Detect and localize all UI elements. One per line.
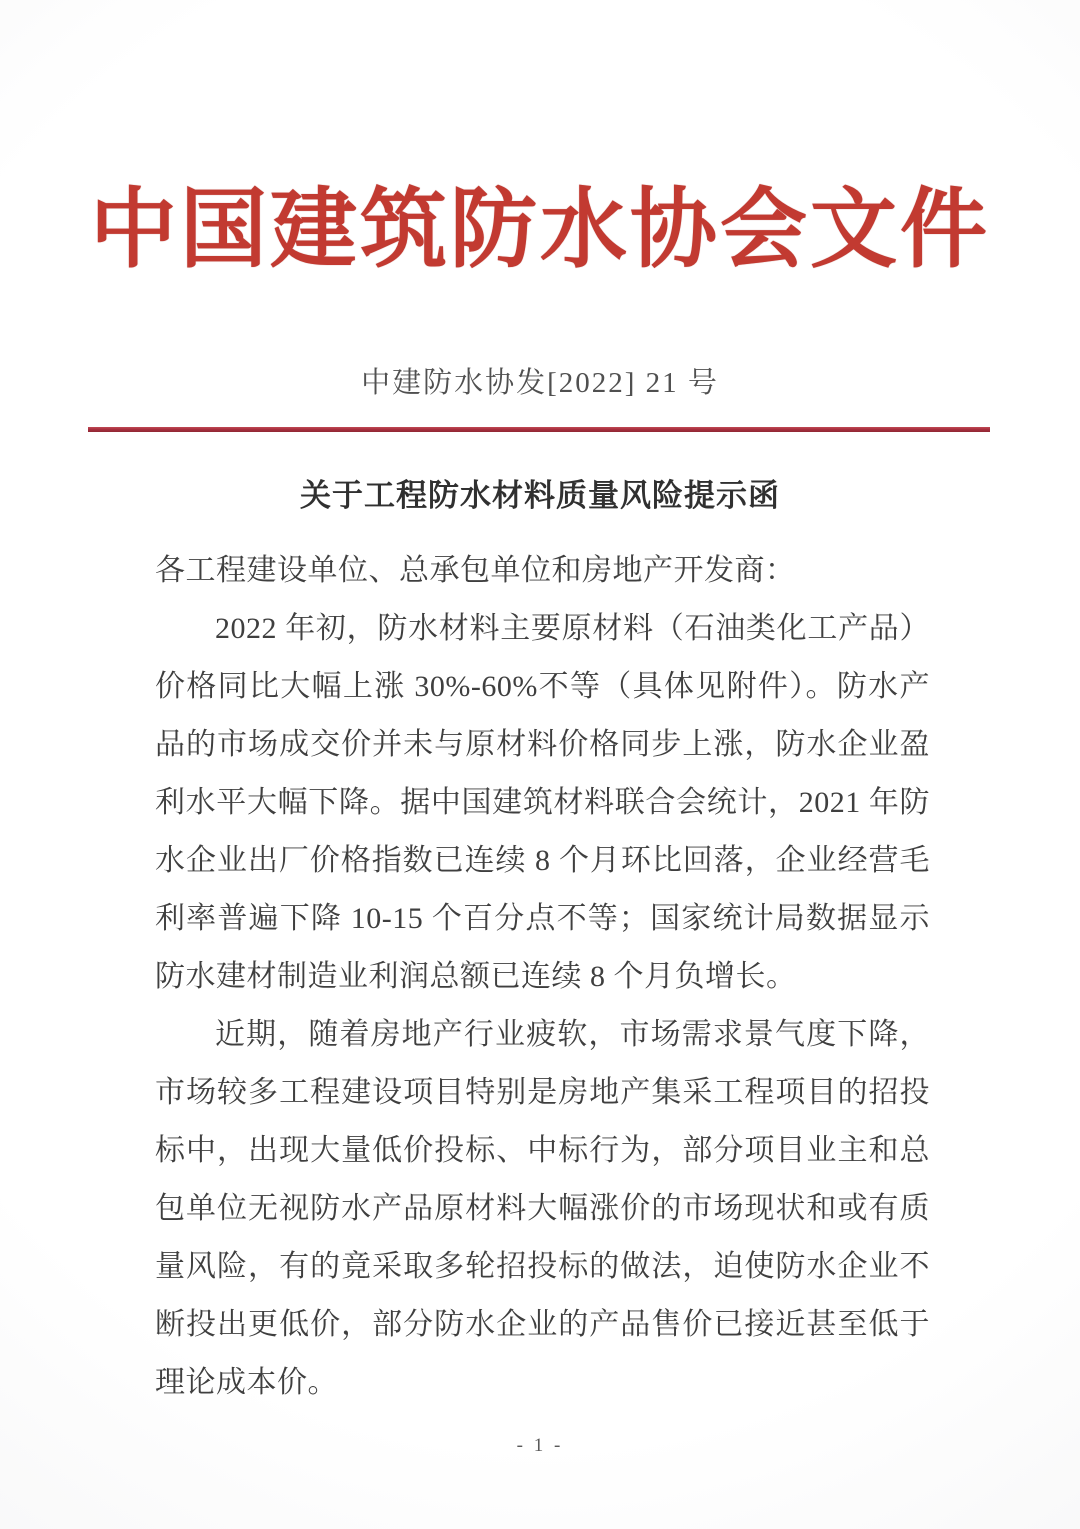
page-number: - 1 - xyxy=(516,1435,564,1456)
document-masthead: 中国建筑防水协会文件 xyxy=(90,181,990,278)
salutation-line: 各工程建设单位、总承包单位和房地产开发商： xyxy=(155,554,796,588)
red-divider-rule xyxy=(88,427,990,432)
body-paragraph-1: 2022 年初，防水材料主要原材料（石油类化工产品）价格同比大幅上涨 30%-60%不等（具体见附件）。防水产品的市场成交价并未与原材料价格同步上涨，防水企业盈利水平大幅下降。据中国建筑材料联合会统计，2021 年防水企业出厂价格指数已连续 8 个月环比回落，企业经营毛利率普遍下降 10-15 个百分点不等；国家统计局数据显示防水建材制造业利润总额已连续 8 个月负增长。 xyxy=(155,612,930,994)
document-body xyxy=(155,542,930,1412)
document-title: 关于工程防水材料质量风险提示函 xyxy=(300,478,780,514)
document-number: 中建防水协发[2022] 21 号 xyxy=(361,367,719,400)
body-paragraph-2: 近期，随着房地产行业疲软，市场需求景气度下降，市场较多工程建设项目特别是房地产集采工程项目的招投标中，出现大量低价投标、中标行为，部分项目业主和总包单位无视防水产品原材料大幅涨价的市场现状和或有质量风险，有的竟采取多轮招投标的做法，迫使防水企业不断投出更低价，部分防水企业的产品售价已接近甚至低于理论成本价。 xyxy=(155,1018,930,1400)
